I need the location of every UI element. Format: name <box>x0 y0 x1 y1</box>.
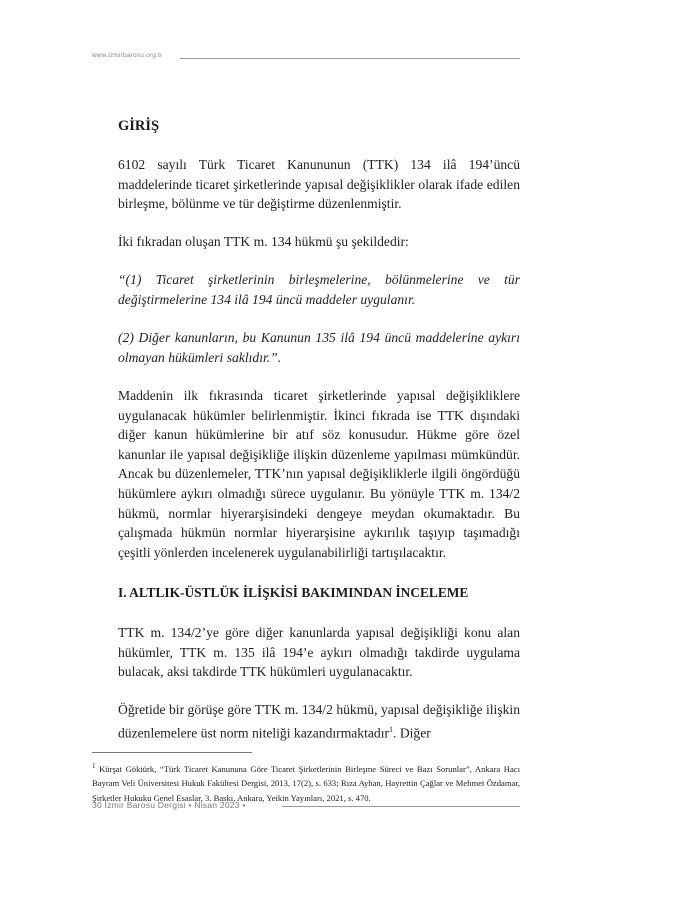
footnote-reference[interactable]: 1 <box>389 724 394 734</box>
quote-1-text: “(1) Ticaret şirketlerinin birleşmelerine, bölünmelerine ve tür değiştirmelerine 134 ilâ 194 üncü maddeler uygulanır. <box>118 272 520 307</box>
footer-rule <box>282 806 520 807</box>
paragraph-ttk134-2 <box>118 623 520 682</box>
footer-text: 30 İzmir Barosu Dergisi • Nisan 2023 • <box>92 800 246 810</box>
quote-paragraph-2 <box>118 328 520 367</box>
footnote-separator <box>92 752 252 753</box>
quote-2-text: (2) Diğer kanunların, bu Kanunun 135 ilâ 194 üncü maddelerine aykırı olmayan hükümleri saklıdır.”. <box>118 330 520 365</box>
footnote-text: Kürşat Göktürk, “Türk Ticaret Kanununa Göre Ticaret Şirketlerinin Birleşme Süreci ve Bazı Sorunlar”, Ankara Hacı Bayram Veli Üniversitesi Hukuk Fakültesi Dergisi, 2013, 17(2), s. 633; Rıza Ayhan, Hayrettin Çağlar ve Mehmet Özdamar, Şirketler Hukuku Genel Esaslar, 3. Baskı, Ankara, Yetkin Yayınları, 2021, s. 470. <box>92 763 520 803</box>
header-rule <box>180 58 520 59</box>
paragraph-doctrine-text: Öğretide bir görüşe göre TTK m. 134/2 hükmü, yapısal değişikliğe ilişkin düzenlemelere üst norm niteliği kazandırmaktadır <box>118 702 520 741</box>
paragraph-intro-text: 6102 sayılı Türk Ticaret Kanununun (TTK) 134 ilâ 194’üncü maddelerinde ticaret şirketlerinde yapısal değişiklikler olarak ifade edilen birleşme, bölünme ve tür değiştirme düzenlenmiştir. <box>118 157 520 212</box>
paragraph-ttk134-2-text: TTK m. 134/2’ye göre diğer kanunlarda yapısal değişikliği konu alan hükümler, TTK m. 135 ilâ 194’e aykırı olmadığı takdirde uygulama bulacak, aksi takdirde TTK hükümleri uygulanacaktır. <box>118 625 520 680</box>
paragraph-analysis <box>118 386 520 562</box>
paragraph-ttk134 <box>118 232 520 252</box>
paragraph-intro <box>118 155 520 214</box>
page-header <box>92 52 520 66</box>
paragraph-ttk134-text: İki fıkradan oluşan TTK m. 134 hükmü şu şekildedir: <box>118 234 409 249</box>
paragraph-analysis-text: Maddenin ilk fıkrasında ticaret şirketlerinde yapısal değişikliklere uygulanacak hükümler belirlenmiştir. İkinci fıkrada ise TTK dışındaki diğer kanun hükümlerine bir atıf söz konusudur. Hükme göre özel kanunlar ile yapısal değişikliğe ilişkin düzenleme yapılması mümkündür. Ancak bu düzenlemeler, TTK’nın yapısal değişikliklerle ilgili öngördüğü hükümlere aykırı olmadığı sürece uygulanır. Bu yönüyle TTK m. 134/2 hükmü, normlar hiyerarşisindeki dengeye meydan okumaktadır. Bu çalışmada hükmün normlar hiyerarşisine aykırılık taşıyıp taşımadığı çeşitli yönlerden incelenerek uygulanabilirliği tartışılacaktır. <box>118 388 520 560</box>
header-url: www.izmirbarosu.org.tr <box>92 52 163 59</box>
footnote <box>92 759 520 805</box>
section-title-giris: GİRİŞ <box>118 118 160 134</box>
quote-paragraph-1 <box>118 270 520 309</box>
paragraph-doctrine <box>118 700 520 743</box>
footnote-number: 1 <box>92 762 96 770</box>
page-footer <box>92 800 520 814</box>
paragraph-doctrine-tail: . Diğer <box>393 725 431 741</box>
section-title-altlik-ustluk: I. ALTLIK-ÜSTLÜK İLİŞKİSİ BAKIMINDAN İNCELEME <box>118 585 469 600</box>
